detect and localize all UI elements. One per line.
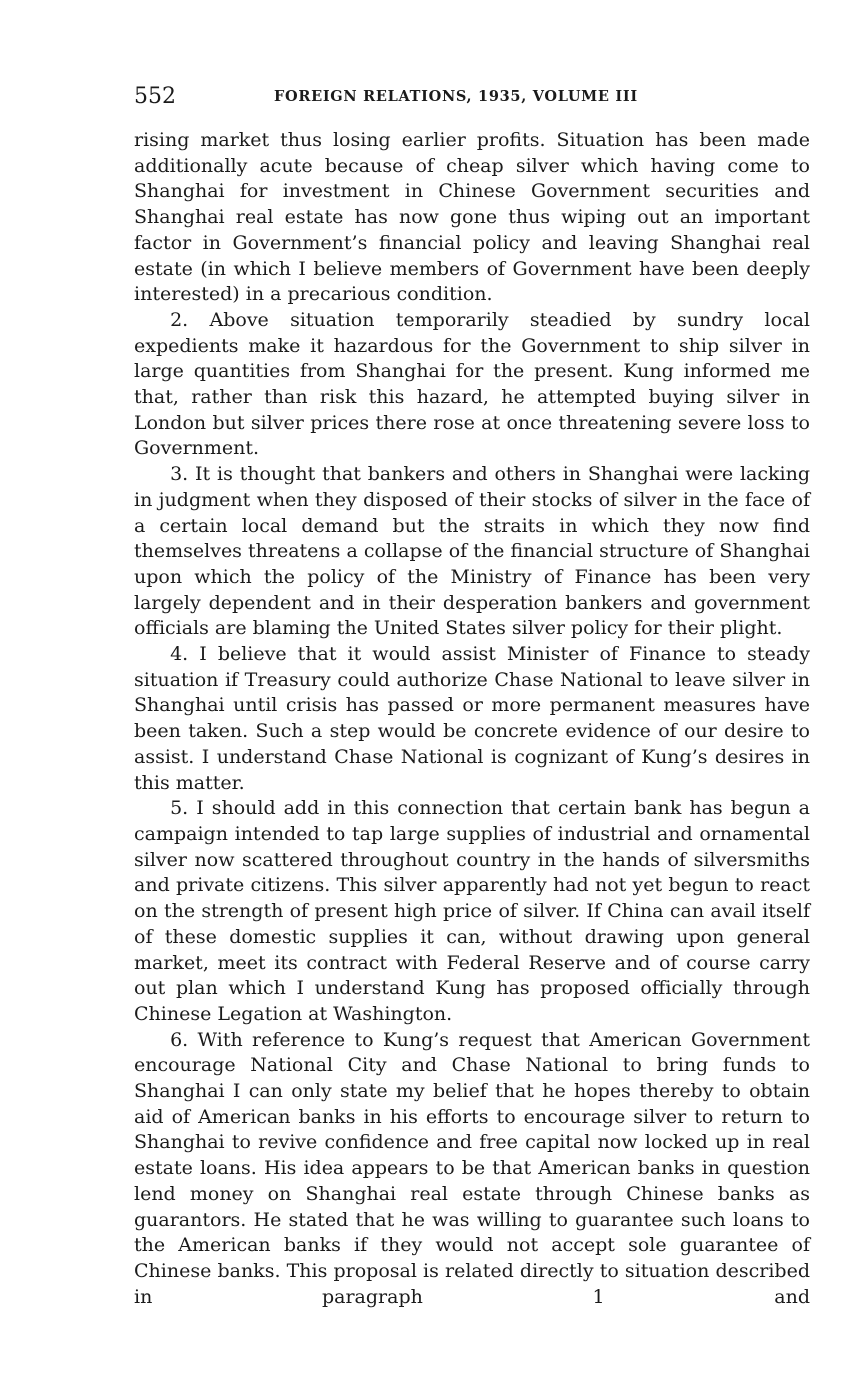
- paragraph-5: 5. I should add in this connection that certain bank has begun a campaign intended to tap large supplies of industrial and ornamental silver now scattered throughout country in the hands of silversmiths and private citizens. This silver apparently had not yet begun to react on the strength of present high price of silver. If China can avail itself of these domestic supplies it can, without drawing upon general market, meet its contract with Federal Reserve and of course carry out plan which I understand Kung has proposed officially through Chinese Legation at Washington.: [134, 797, 810, 1025]
- paragraph-6: 6. With reference to Kung’s request that American Government encourage National City and Chase National to bring funds to Shanghai I can only state my belief that he hopes thereby to obtain aid of American banks in his efforts to encourage silver to return to Shanghai to revive confidence and free capital now locked up in real estate loans. His idea appears to be that American banks in question lend money on Shanghai real estate through Chinese banks as guarantors. He stated that he was willing to guarantee such loans to the American banks if they would not accept sole guarantee of Chinese banks. This proposal is related directly to situation described in paragraph 1 and: [134, 1028, 810, 1308]
- paragraph-continued: rising market thus losing earlier profits. Situation has been made additionally acute because of cheap silver which having come to Shanghai for investment in Chinese Government securities and Shanghai real estate has now gone thus wiping out an important factor in Government’s financial policy and leaving Shanghai real estate (in which I believe members of Government have been deeply interested) in a precarious condition.: [134, 129, 810, 306]
- paragraph-3: 3. It is thought that bankers and others in Shanghai were lacking in judgment when they disposed of their stocks of silver in the face of a certain local demand but the straits in which they now find themselves threatens a collapse of the financial structure of Shanghai upon which the policy of the Ministry of Finance has been very largely dependent and in their desperation bankers and government officials are blaming the United States silver policy for their plight.: [134, 463, 810, 640]
- running-title: FOREIGN RELATIONS, 1935, VOLUME III: [274, 88, 638, 105]
- body-text: [134, 128, 810, 1310]
- running-head: [134, 83, 810, 111]
- page-number: 552: [134, 84, 176, 109]
- paragraph-2: 2. Above situation temporarily steadied by sundry local expedients make it hazardous for the Government to ship silver in large quantities from Shanghai for the present. Kung informed me that, rather than risk this hazard, he attempted buying silver in London but silver prices there rose at once threatening severe loss to Government.: [134, 308, 810, 460]
- paragraph-4: 4. I believe that it would assist Minister of Finance to steady situation if Treasury could authorize Chase National to leave silver in Shanghai until crisis has passed or more permanent measures have been taken. Such a step would be concrete evidence of our desire to assist. I understand Chase National is cognizant of Kung’s desires in this matter.: [134, 643, 810, 794]
